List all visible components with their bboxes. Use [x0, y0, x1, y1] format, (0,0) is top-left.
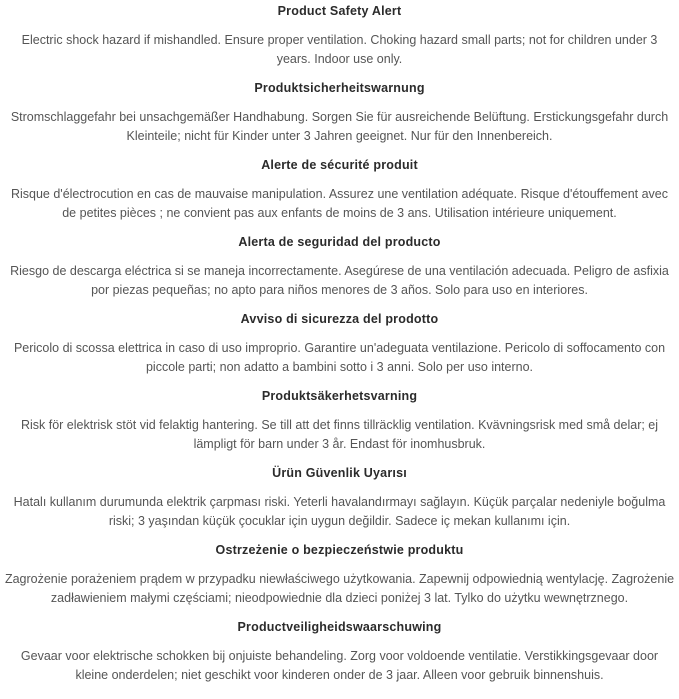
- safety-heading-german: Produktsicherheitswarnung: [254, 81, 425, 95]
- safety-heading-turkish: Ürün Güvenlik Uyarısı: [272, 466, 407, 480]
- safety-heading-english: Product Safety Alert: [277, 4, 402, 18]
- safety-section-swedish: [3, 387, 676, 454]
- safety-heading-french: Alerte de sécurité produit: [261, 158, 418, 172]
- safety-section-polish: [3, 541, 676, 608]
- safety-section-english: [3, 2, 676, 69]
- safety-heading-spanish: Alerta de seguridad del producto: [238, 235, 441, 249]
- safety-body-polish: Zagrożenie porażeniem prądem w przypadku niewłaściwego użytkowania. Zapewnij odpowiednią wentylację. Zagrożenie zadławieniem małymi częściami; nieodpowiednie dla dzieci poniżej 3 lat. Tylko do użytku wewnętrznego.: [4, 572, 675, 605]
- safety-section-italian: [3, 310, 676, 377]
- safety-heading-polish: Ostrzeżenie o bezpieczeństwie produktu: [215, 543, 464, 557]
- safety-body-english: Electric shock hazard if mishandled. Ensure proper ventilation. Choking hazard small parts; not for children under 3 years. Indoor use only.: [21, 33, 658, 66]
- safety-section-german: [3, 79, 676, 146]
- safety-heading-italian: Avviso di sicurezza del prodotto: [240, 312, 439, 326]
- safety-sections-list: [3, 2, 676, 685]
- safety-body-turkish: Hatalı kullanım durumunda elektrik çarpması riski. Yeterli havalandırmayı sağlayın. Küçük parçalar nedeniyle boğulma riski; 3 yaşından küçük çocuklar için uygun değildir. Sadece iç mekan kullanımı için.: [13, 495, 666, 528]
- safety-section-turkish: [3, 464, 676, 531]
- safety-section-dutch: [3, 618, 676, 685]
- safety-section-spanish: [3, 233, 676, 300]
- safety-body-german: Stromschlaggefahr bei unsachgemäßer Handhabung. Sorgen Sie für ausreichende Belüftung. Erstickungsgefahr durch Kleinteile; nicht für Kinder unter 3 Jahren geeignet. Nur für den Innenbereich.: [10, 110, 669, 143]
- safety-section-french: [3, 156, 676, 223]
- safety-heading-dutch: Productveiligheidswaarschuwing: [237, 620, 442, 634]
- safety-body-french: Risque d'électrocution en cas de mauvaise manipulation. Assurez une ventilation adéquate. Risque d'étouffement avec de petites pièces ; ne convient pas aux enfants de moins de 3 ans. Utilisation intérieure uniquement.: [10, 187, 669, 220]
- safety-body-dutch: Gevaar voor elektrische schokken bij onjuiste behandeling. Zorg voor voldoende ventilatie. Verstikkingsgevaar door kleine onderdelen; niet geschikt voor kinderen onder de 3 jaar. Alleen voor gebruik binnenshuis.: [20, 649, 659, 682]
- safety-body-swedish: Risk för elektrisk stöt vid felaktig hantering. Se till att det finns tillräcklig ventilation. Kvävningsrisk med små delar; ej lämpligt för barn under 3 år. Endast för inomhusbruk.: [20, 418, 659, 451]
- safety-heading-swedish: Produktsäkerhetsvarning: [261, 389, 418, 403]
- safety-body-italian: Pericolo di scossa elettrica in caso di uso improprio. Garantire un'adeguata ventilazione. Pericolo di soffocamento con piccole parti; non adatto a bambini sotto i 3 anni. Solo per uso interno.: [13, 341, 666, 374]
- safety-body-spanish: Riesgo de descarga eléctrica si se maneja incorrectamente. Asegúrese de una ventilación adecuada. Peligro de asfixia por piezas pequeñas; no apto para niños menores de 3 años. Solo para uso en interiores.: [10, 264, 669, 297]
